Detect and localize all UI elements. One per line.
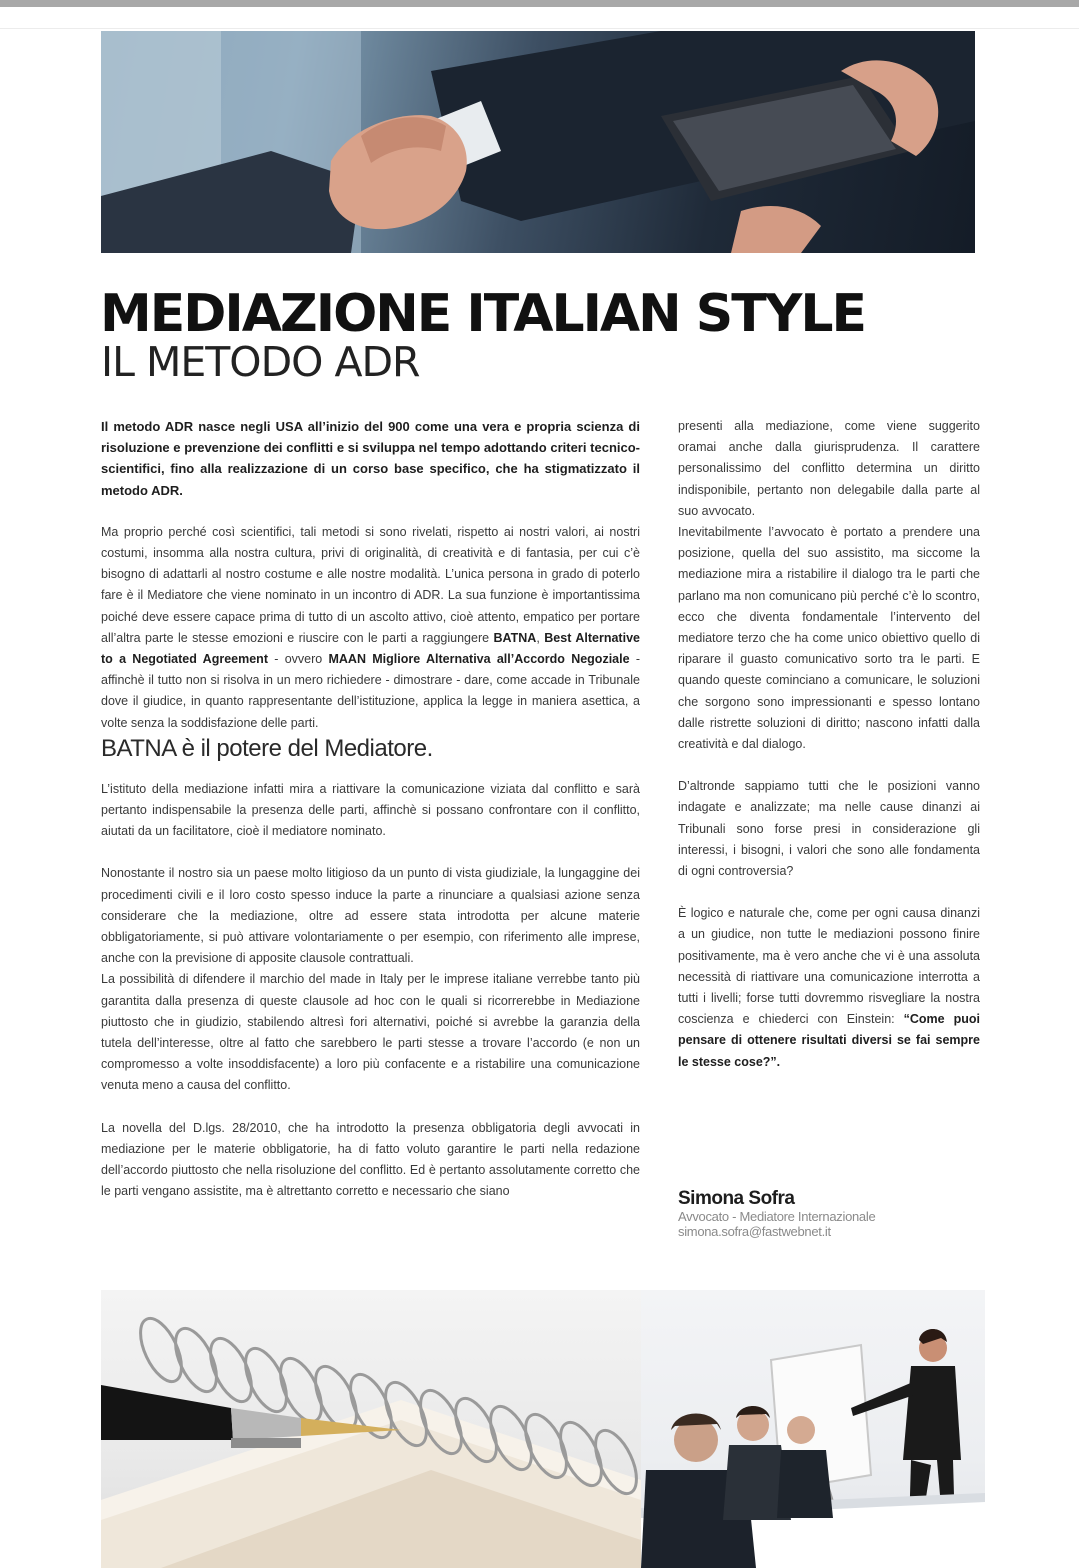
paragraph-1-sep-1: , bbox=[536, 630, 540, 645]
left-column bbox=[101, 416, 640, 1203]
paragraph-2: L’istituto della mediazione infatti mira a riattivare la comunicazione viziata dal conflitto e sarà pertanto indispensabile la presenza delle parti, affinchè si possano confrontare con il conflitto, aiutati da un facilitatore, cioè il mediatore nominato. bbox=[101, 781, 640, 839]
right-paragraph-1: presenti alla mediazione, come viene suggerito oramai anche dalla giurisprudenza. Il carattere personalissimo del conflitto determina un diritto indisponibile, pertanto non delegabile dalla parte al suo avvocato. bbox=[678, 419, 980, 518]
right-paragraph-2: Inevitabilmente l’avvocato è portato a prendere una posizione, quella del suo assistito, ma siccome la mediazione mira a ristabilire il dialogo tra le parti che parlano ma non comunicano più perché c’è lo scontro, ecco che diventa fondamentale l’intervento del mediatore terzo che ha come unico obiettivo quello di riparare il guasto comunicativo sorto tra le parti. E quando queste cominciano a comunicare, le soluzioni che sorgono sono impressionanti e spesso lontano dalle ristrette soluzioni di diritto; nascono infatti dalla creatività e dal dialogo. bbox=[678, 525, 980, 752]
paragraph-1-text-b: - affinchè il tutto non si risolva in un mero richiedere - dimostrare - dare, come accade in Tribunale dove il giudice, in quanto rappresentante dell’istituzione, applica la legge in maniera asettica, a volte senza la soddisfazione delle parti. bbox=[101, 652, 640, 730]
einstein-quote: “Come puoi pensare di ottenere risultati diversi se fai sempre le stesse cose?”. bbox=[678, 1012, 980, 1069]
term-maan: MAAN Migliore Alternativa all’Accordo Negoziale bbox=[328, 652, 630, 667]
right-paragraph-3: D’altronde sappiamo tutti che le posizioni vanno indagate e analizzate; ma nelle cause dinanzi ai Tribunali sono forse presi in considerazione gli interessi, i bisogni, i valori che sono alle fondamenta di ogni controversia? bbox=[678, 779, 980, 879]
paragraph-1-text-a: Ma proprio perché così scientifici, tali metodi si sono rivelati, rispetto ai nostri valori, ai nostri costumi, insomma alla nostra cultura, privi di originalità, di creatività e di fantasia, per cui c’è bisogno di adattarli al nostro costume e alle nostre modalità. L’unica persona in grado di poterlo fare è il Mediatore che viene nominato in un incontro di ADR. La sua funzione è importantissima poiché deve essere capace prima di tutto di un ascolto attivo, cioè attento, empatico per portare all’altra parte le stesse emozioni e riuscire con le parti a raggiungere bbox=[101, 524, 640, 645]
hero-photo-handshake bbox=[101, 31, 975, 253]
article-subtitle: IL METODO ADR bbox=[101, 338, 420, 386]
author-name: Simona Sofra bbox=[678, 1188, 795, 1209]
photo-notebook-pen bbox=[101, 1290, 641, 1568]
paragraph-3: Nonostante il nostro sia un paese molto litigioso da un punto di vista giudiziale, la lungaggine dei procedimenti civili e il loro costo spesso induce la parte a rinunciare a qualsiasi azione senza considerare che la mediazione, oltre ad essere stata introdotta per alcune materie obbligatoriamente, si può attivare volontariamente o per esempio, con riferimento alle imprese, anche con la previsione di apposite clausole contrattuali. bbox=[101, 866, 640, 966]
author-email[interactable]: simona.sofra@fastwebnet.it bbox=[678, 1224, 831, 1239]
paragraph-4: La possibilità di difendere il marchio del made in Italy per le imprese italiane verrebbe tanto più garantita dalla presenza di queste clausole ad hoc con le quali si ricorrerebbe in Mediazione piuttosto che in giudizio, stabilendo altresì fori alternativi, poiché si avrebbe la garanzia della tutela dell’interesse, oltre al fatto che sarebbero le parti stesse a trovare l’accordo (e non un compromesso a volte insoddisfacente) a loro più confacente e a ristabilire una comunicazione venuta meno a causa del conflitto. bbox=[101, 972, 640, 1093]
article-title: MEDIAZIONE ITALIAN STYLE bbox=[100, 284, 866, 344]
lead-paragraph: Il metodo ADR nasce negli USA all’inizio del 900 come una vera e propria scienza di risoluzione e prevenzione dei conflitti e si sviluppa nel tempo adottando criteri tecnico-scientifici, fino alla realizzazione di un corso base specifico, che ha stigmatizzato il metodo ADR. bbox=[101, 419, 640, 498]
paragraph-1-sep-2: - ovvero bbox=[267, 652, 329, 667]
author-role: Avvocato - Mediatore Internazionale bbox=[678, 1209, 876, 1224]
paragraph-1 bbox=[101, 522, 640, 734]
section-subheading: BATNA è il potere del Mediatore. bbox=[101, 734, 433, 762]
paragraph-5: La novella del D.lgs. 28/2010, che ha introdotto la presenza obbligatoria degli avvocati in mediazione per le materie obbligatorie, ha di fatto voluto garantire le parti nella redazione dell’accordo piuttosto che nella risoluzione del conflitto. Ed è pertanto assolutamente corretto che le parti vengano assistite, ma è altrettanto corretto e necessario che siano bbox=[101, 1120, 640, 1199]
right-paragraph-4 bbox=[678, 903, 980, 1073]
top-border bbox=[0, 0, 1079, 7]
term-batna-full: Best Alternative to a Negotiated Agreement bbox=[101, 630, 640, 667]
right-column bbox=[678, 416, 980, 1073]
term-batna: BATNA bbox=[493, 630, 537, 645]
photo-business-meeting bbox=[641, 1290, 985, 1568]
top-divider bbox=[0, 28, 1079, 29]
right-paragraph-4-text: È logico e naturale che, come per ogni causa dinanzi a un giudice, non tutte le mediazioni possono finire positivamente, ma è vero anche che vi è una assoluta necessità di riattivare una comunicazione interrotta a tutti i livelli; forse tutti dovremmo risvegliare la nostra coscienza e chiederci con Einstein: bbox=[678, 906, 980, 1027]
